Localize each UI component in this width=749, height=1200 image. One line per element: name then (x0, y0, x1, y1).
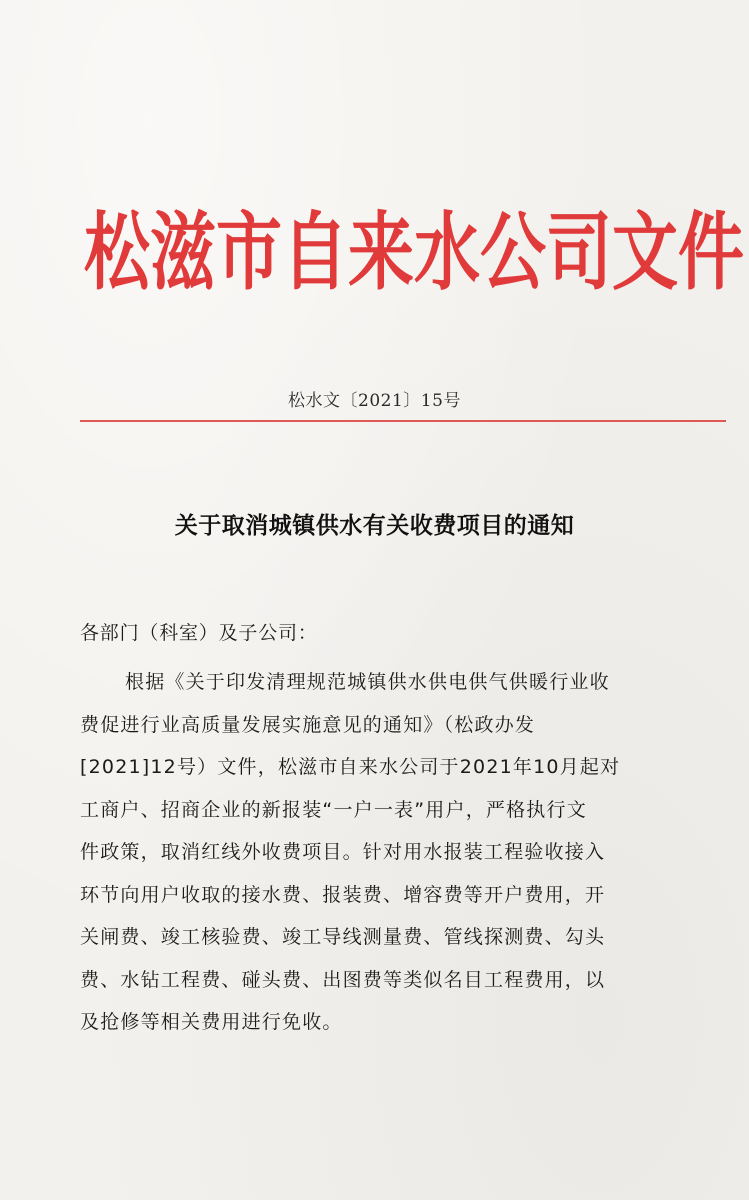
red-divider (80, 420, 726, 422)
notice-title: 关于取消城镇供水有关收费项目的通知 (174, 512, 575, 539)
body-line: 费促进行业高质量发展实施意见的通知》（松政办发 (80, 713, 536, 736)
body-line: 环节向用户收取的接水费、报装费、增容费等开户费用，开 (80, 883, 606, 906)
letterhead-title: 松滋市自来水公司文件 (84, 202, 744, 302)
body-line: 及抢修等相关费用进行免收。 (80, 1011, 343, 1033)
body-line: 根据《关于印发清理规范城镇供水供电供气供暖行业收 (125, 671, 610, 693)
body-text (80, 661, 730, 1044)
body-line: 关闸费、竣工核验费、竣工导线测量费、管线探测费、勾头 (80, 926, 606, 948)
body-line: 费、水钻工程费、碰头费、出图费等类似名目工程费用，以 (80, 968, 606, 991)
body-line: 件政策，取消红线外收费项目。针对用水报装工程验收接入 (80, 841, 606, 863)
body-line: 工商户、招商企业的新报装“一户一表”用户，严格执行文 (80, 798, 587, 821)
body-line: [2021]12号）文件，松滋市自来水公司于2021年10月起对 (80, 756, 621, 778)
salutation: 各部门（科室）及子公司： (80, 622, 318, 644)
document-number: 松水文〔2021〕15号 (288, 391, 461, 411)
